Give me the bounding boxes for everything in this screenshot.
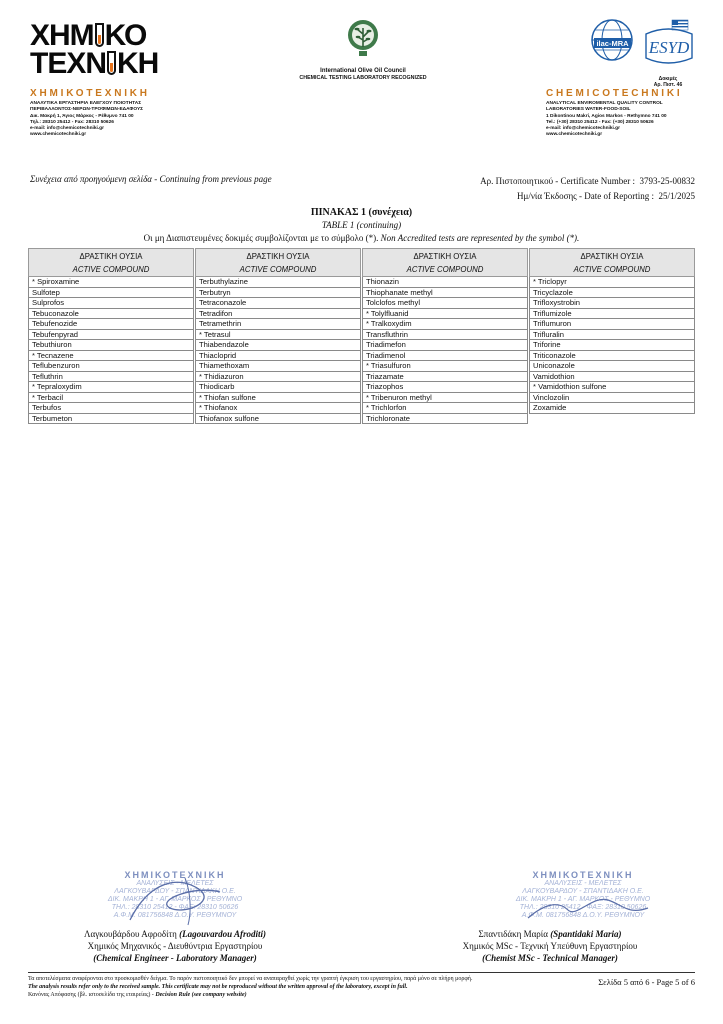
table-cell: Transfluthrin — [362, 330, 528, 341]
table-cell: Tetradifon — [195, 309, 361, 320]
table-cell: * Tralkoxydim — [362, 319, 528, 330]
page-number: Σελίδα 5 από 6 - Page 5 of 6 — [598, 977, 695, 987]
table-cell: Tebuconazole — [28, 309, 194, 320]
table-cell: Tricyclazole — [529, 288, 695, 299]
company-stamp: ΧΗΜΙΚΟΤΕΧΝΙΚΗ ΑΝΑΛΥΣΕΙΣ - ΜΕΛΕΤΕΣ ΛΑΓΚΟΥΒΑΡΔΟΥ - ΣΠΑΝΤΙΔΑΚΗ Ο.Ε. ΔΙΚ. ΜΑΚΡΗ 1 - ΑΓ. ΜΑΡΚΟΣ - ΡΕΘΥΜΝΟ ΤΗΛ.: 28310 25412 - ΦΑΞ: 28310 50626 Α.Φ.Μ. 081756848 Δ.Ο.Υ. ΡΕΘΥΜΝΟΥ — [498, 870, 668, 930]
table-cell: Terbufos — [28, 403, 194, 414]
table-cell: * Triclopyr — [529, 277, 695, 288]
svg-text:ESYD: ESYD — [648, 38, 690, 57]
accreditation-logos: ilac-MRA ESYD Δοκιμές Αρ. Πιστ. 46 — [588, 18, 698, 82]
table-cell: Triforine — [529, 340, 695, 351]
table-cell: Thiamethoxam — [195, 361, 361, 372]
footer-divider — [28, 972, 695, 973]
table-cell: Trifluralin — [529, 330, 695, 341]
table-cell: Sulprofos — [28, 298, 194, 309]
table-cell: Triticonazole — [529, 351, 695, 362]
table-cell: * Thidiazuron — [195, 372, 361, 383]
table-cell: Vamidothion — [529, 372, 695, 383]
table-cell: Tefluthrin — [28, 372, 194, 383]
table-cell: Triadimenol — [362, 351, 528, 362]
table-cell: * Tribenuron methyl — [362, 393, 528, 404]
table-cell: * Triasulfuron — [362, 361, 528, 372]
table-column — [362, 248, 528, 424]
column-header: ΔΡΑΣΤΙΚΗ ΟΥΣΙΑ ACTIVE COMPOUND — [529, 248, 695, 277]
table-cell: Thionazin — [362, 277, 528, 288]
table-cell: Sulfotep — [28, 288, 194, 299]
olive-tree-icon — [346, 18, 380, 58]
footer-notes: Τα αποτελέσματα αναφέρονται στο προσκομισθέν δείγμα. Το παρόν πιστοποιητικό δεν μπορεί να αναπαραχθεί χωρίς την γραπτή έγκριση του εργαστηρίου, παρά μόνο σε πλήρη μορφή. The analysis results refer only to the received sample. This certificate may not be reproduced without the written approval of the laboratory, except in full. Κανόνας Απόφασης (βλ. ιστοσελίδα της εταιρείας) - Decision Rule (see company website) — [28, 976, 473, 998]
table-cell: Tetraconazole — [195, 298, 361, 309]
table-cell: Triflumizole — [529, 309, 695, 320]
table-cell: * Tetrasul — [195, 330, 361, 341]
column-header: ΔΡΑΣΤΙΚΗ ΟΥΣΙΑ ACTIVE COMPOUND — [195, 248, 361, 277]
table-cell: Terbumeton — [28, 414, 194, 425]
certificate-info: Αρ. Πιστοποιητικού - Certificate Number : 3793-25-00832 Ημ/νία Έκδοσης - Date of Reporting : 25/1/2025 — [480, 176, 695, 201]
certificate-number: 3793-25-00832 — [639, 176, 695, 186]
table-cell: Tolclofos methyl — [362, 298, 528, 309]
table-cell: Triazamate — [362, 372, 528, 383]
table-cell: Thiodicarb — [195, 382, 361, 393]
test-tube-icon — [107, 51, 116, 75]
table-cell: Trifloxystrobin — [529, 298, 695, 309]
table-cell: Tetramethrin — [195, 319, 361, 330]
table-cell: Trichloronate — [362, 414, 528, 425]
table-cell: Zoxamide — [529, 403, 695, 414]
table-cell: Thiacloprid — [195, 351, 361, 362]
table-cell: * Tecnazene — [28, 351, 194, 362]
test-tube-icon — [95, 23, 104, 47]
table-cell: Thiabendazole — [195, 340, 361, 351]
accreditation-note: Οι μη Διαπιστευμένες δοκιμές συμβολίζονται με το σύμβολο (*). Non Accredited tests are represented by the symbol (*). — [143, 233, 580, 243]
company-info-english: CHEMICOTECHNIKI ANALYTICAL ENVIROMENTAL QUALITY CONTROL LABORATORIES WATER-FOOD-SOIL 1 Dikontinou Makri, Agios Markos - Rethymno 741 00 Tel.: (+30) 28310 25412 - Fax: (+30) 28310 50626 e-mail: info@chemicotechniki.gr www.chemicotechniki.gr — [546, 88, 716, 139]
svg-text:ilac-MRA: ilac-MRA — [596, 39, 629, 48]
column-header: ΔΡΑΣΤΙΚΗ ΟΥΣΙΑ ACTIVE COMPOUND — [28, 248, 194, 277]
table-column — [529, 248, 695, 414]
table-cell: Tebufenpyrad — [28, 330, 194, 341]
table-cell: Uniconazole — [529, 361, 695, 372]
table-cell: * Tolylfluanid — [362, 309, 528, 320]
table-cell: * Thiofan sulfone — [195, 393, 361, 404]
brand-name-greek: ΧΗΜΙΚΟΤΕΧΝΙΚΗ — [30, 88, 150, 99]
table-cell: Triazophos — [362, 382, 528, 393]
brand-name-english: CHEMICOTECHNIKI — [546, 88, 683, 99]
column-header: ΔΡΑΣΤΙΚΗ ΟΥΣΙΑ ACTIVE COMPOUND — [362, 248, 528, 277]
continuing-note: Συνέχεια από προηγούμενη σελίδα - Continuing from previous page — [30, 174, 272, 184]
table-cell: Triadimefon — [362, 340, 528, 351]
table-cell: * Tepraloxydim — [28, 382, 194, 393]
table-cell: * Terbacil — [28, 393, 194, 404]
table-column — [195, 248, 361, 424]
table-cell: Tebuthiuron — [28, 340, 194, 351]
table-cell: Triflumuron — [529, 319, 695, 330]
company-info-greek: ΧΗΜΙΚΟΤΕΧΝΙΚΗ ΑΝΑΛΥΤΙΚΑ ΕΡΓΑΣΤΗΡΙΑ ΕΛΕΓΧΟΥ ΠΟΙΟΤΗΤΑΣ ΠΕΡΙΒΑΛΛΟΝΤΟΣ-ΝΕΡΩΝ-ΤΡΟΦΙΜΩΝ-ΕΔΑΦΟΥΣ Δικ. Μακρή 1, Άγιος Μάρκος - Ρέθυμνο 741 00 Τηλ.: 28310 25412 - Fax: 28310 50626 e-mail: info@chemicotechniki.gr www.chemicotechniki.gr — [30, 88, 230, 139]
signature-icon — [90, 870, 260, 930]
table-cell: Teflubenzuron — [28, 361, 194, 372]
table-title-greek: ΠΙΝΑΚΑΣ 1 (συνέχεια) — [310, 207, 413, 218]
table-cell: Tebufenozide — [28, 319, 194, 330]
signature-icon — [498, 870, 668, 930]
table-column — [28, 248, 194, 424]
ioc-recognition: International Olive Oil Council CHEMICAL TESTING LABORATORY RECOGNIZED — [283, 18, 443, 81]
signer-technical-manager: Σπαντιδάκη Μαρία (Spantidaki Maria) Χημικός MSc - Τεχνική Υπεύθυνη Εργαστηρίου (Chemist MSc - Technical Manager) — [462, 929, 638, 963]
signer-laboratory-manager: Λαγκουβάρδου Αφροδίτη (Lagouvardou Afroditi) Χημικός Μηχανικός - Διευθύντρια Εργαστηρίου (Chemical Engineer - Laboratory Manager) — [83, 929, 267, 963]
ilac-esyd-icon — [588, 18, 698, 76]
table-cell: * Vamidothion sulfone — [529, 382, 695, 393]
company-stamp: ΧΗΜΙΚΟΤΕΧΝΙΚΗ ΑΝΑΛΥΣΕΙΣ - ΜΕΛΕΤΕΣ ΛΑΓΚΟΥΒΑΡΔΟΥ - ΣΠΑΝΤΙΔΑΚΗ Ο.Ε. ΔΙΚ. ΜΑΚΡΗ 1 - ΑΓ. ΜΑΡΚΟΣ - ΡΕΘΥΜΝΟ ΤΗΛ.: 28310 25412 - ΦΑΞ: 28310 50626 Α.Φ.Μ. 081756848 Δ.Ο.Υ. ΡΕΘΥΜΝΟΥ — [90, 870, 260, 930]
table-cell: * Trichlorfon — [362, 403, 528, 414]
table-cell: Terbuthylazine — [195, 277, 361, 288]
table-title-english: TABLE 1 (continuing) — [321, 220, 402, 230]
table-cell: * Thiofanox — [195, 403, 361, 414]
table-cell: Terbutryn — [195, 288, 361, 299]
table-cell: * Spiroxamine — [28, 277, 194, 288]
table-cell: Thiofanox sulfone — [195, 414, 361, 425]
company-logo: ΧΗΜ ΚΟ ΤΕΧΝ ΚΗ — [30, 19, 159, 80]
table-cell: Vinclozolin — [529, 393, 695, 404]
table-cell: Thiophanate methyl — [362, 288, 528, 299]
report-date: 25/1/2025 — [658, 191, 695, 201]
